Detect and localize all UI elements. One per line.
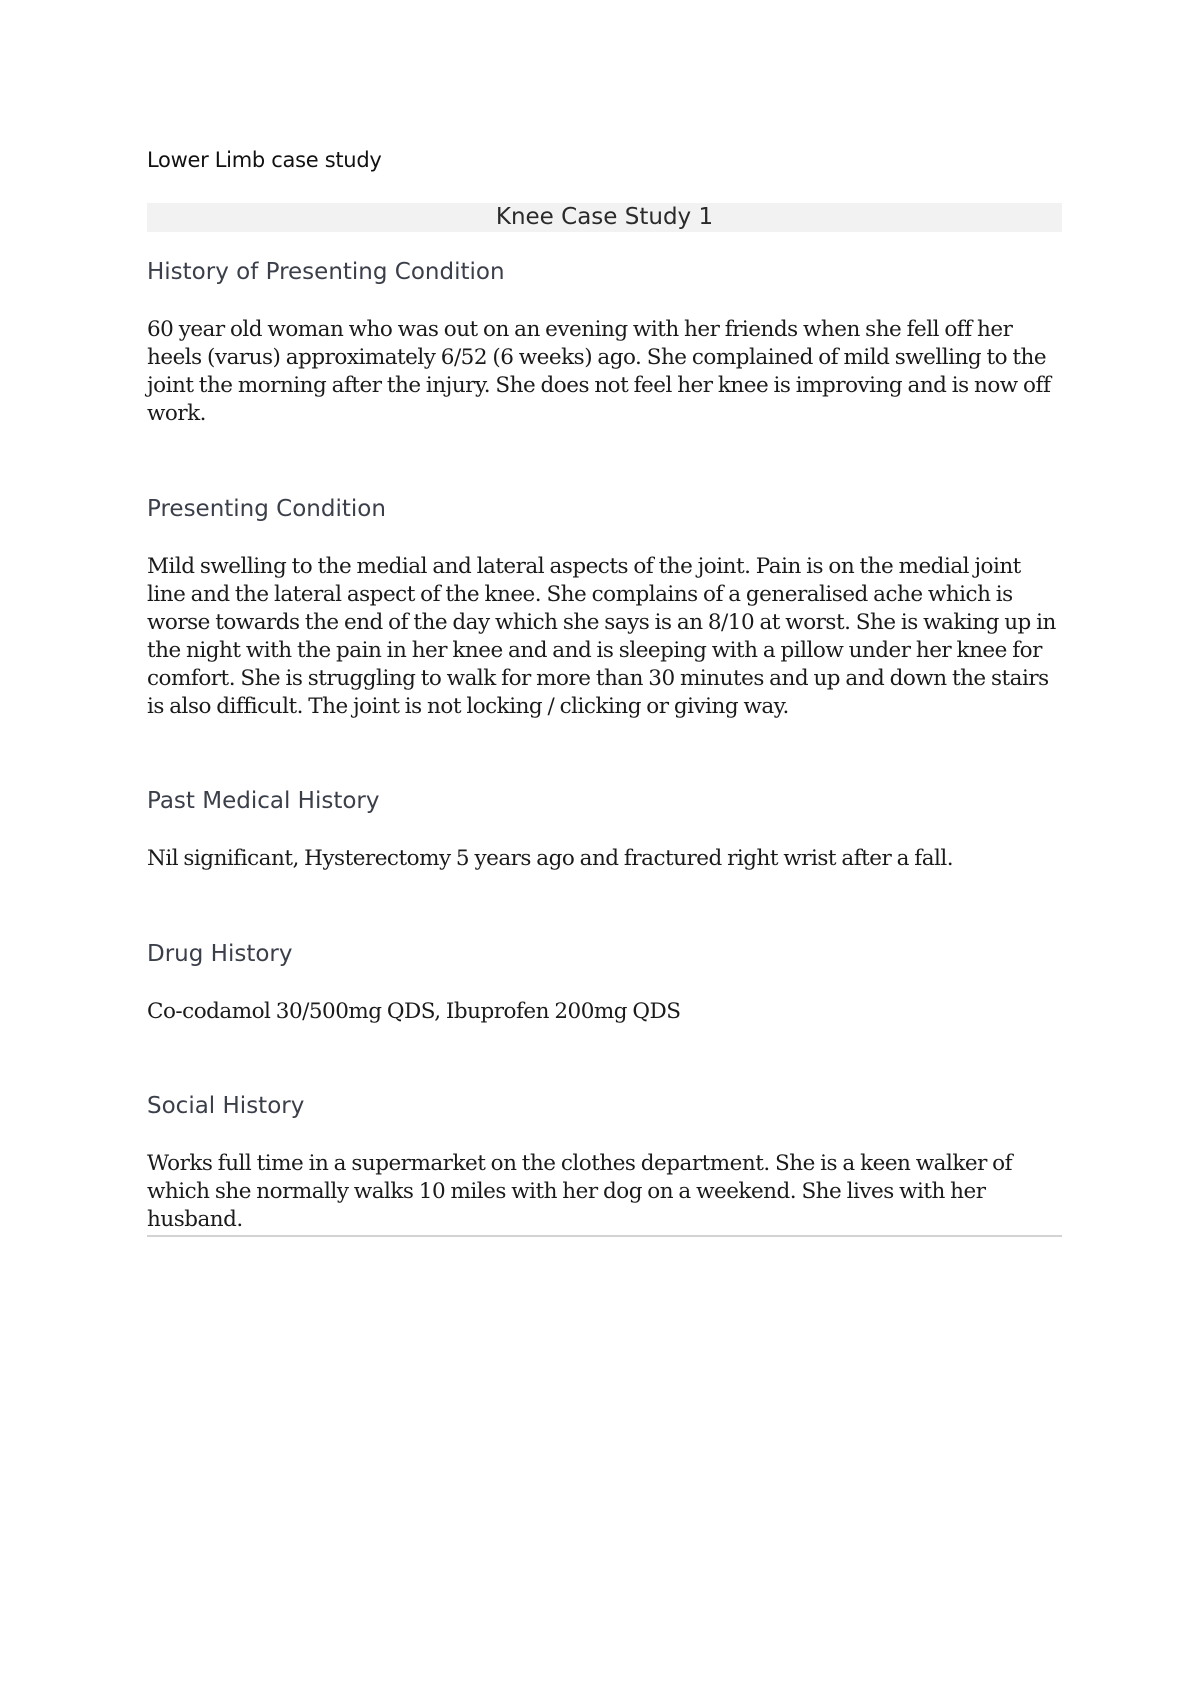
sh-heading: Social History (147, 1093, 305, 1119)
pc-body: Mild swelling to the medial and lateral aspects of the joint. Pain is on the medial joint line and the lateral aspect of the knee. She complains of a generalised ache which is worse towards the end of the day which she says is an 8/10 at worst. She is waking up in the night with the pain in her knee and and is sleeping with a pillow under her knee for comfort. She is struggling to walk for more than 30 minutes and up and down the stairs is also difficult. The joint is not locking / clicking or giving way. (147, 554, 1056, 719)
dh-heading: Drug History (147, 941, 293, 967)
document-header: Lower Limb case study (147, 148, 382, 172)
section-divider (147, 1235, 1062, 1237)
pc-heading: Presenting Condition (147, 496, 386, 522)
sh-body: Works full time in a supermarket on the clothes department. She is a keen walker of which she normally walks 10 miles with her dog on a weekend. She lives with her husband. (147, 1151, 1013, 1232)
hpc-body: 60 year old woman who was out on an evening with her friends when she fell off her heels (varus) approximately 6/52 (6 weeks) ago. She complained of mild swelling to the joint the morning after the injury. She does not feel her knee is improving and is now off work. (147, 317, 1051, 426)
pmh-heading: Past Medical History (147, 788, 380, 814)
dh-body: Co-codamol 30/500mg QDS, Ibuprofen 200mg QDS (147, 999, 681, 1024)
pmh-body: Nil significant, Hysterectomy 5 years ago and fractured right wrist after a fall. (147, 846, 954, 871)
hpc-heading: History of Presenting Condition (147, 259, 505, 285)
case-study-title: Knee Case Study 1 (147, 203, 1062, 232)
